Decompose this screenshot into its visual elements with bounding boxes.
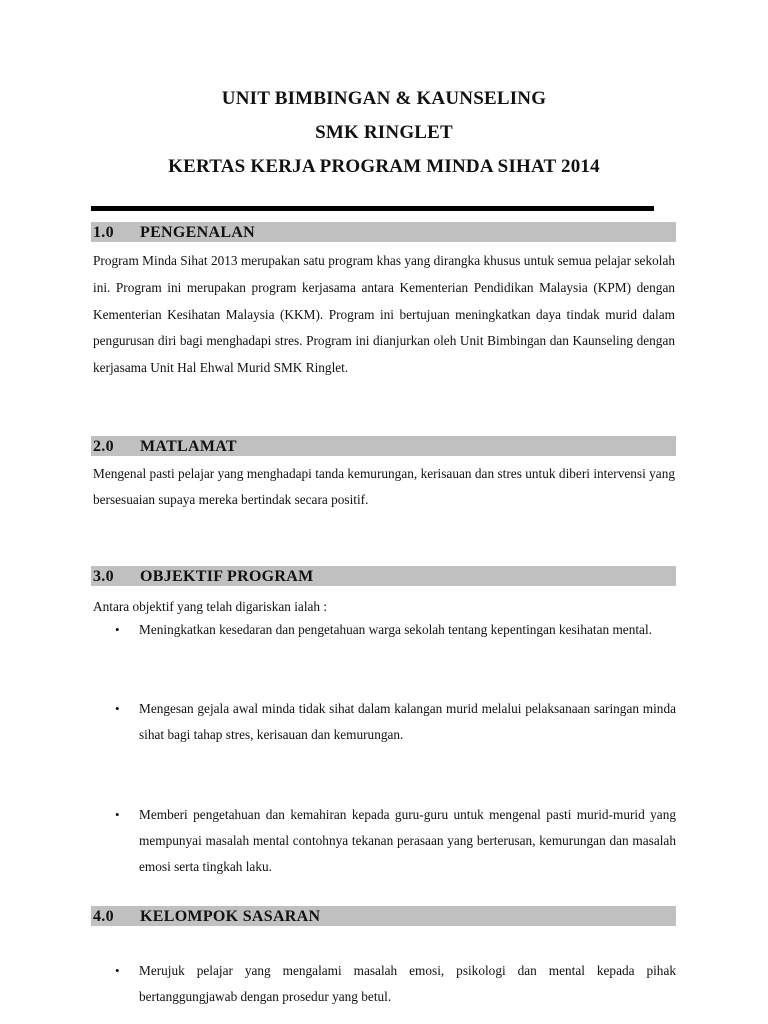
section-heading-objektif: [91, 566, 676, 586]
list-item-text: Merujuk pelajar yang mengalami masalah emosi, psikologi dan mental kepada pihak bertanggungjawab dengan prosedur yang betul.: [139, 963, 676, 1005]
list-item: [112, 958, 676, 1010]
section-number: 1.0: [93, 224, 114, 241]
section-number: 3.0: [93, 568, 114, 585]
section-heading-matlamat: [91, 436, 676, 456]
unit-title: UNIT BIMBINGAN & KAUNSELING: [221, 88, 547, 109]
header-rule: [91, 206, 654, 211]
list-item: [112, 802, 676, 881]
objektif-intro: Antara objektif yang telah digariskan ialah :: [93, 599, 328, 614]
section-number: 2.0: [93, 438, 114, 455]
section-heading-pengenalan: [91, 222, 676, 242]
list-item: [112, 696, 676, 748]
list-item-text: Meningkatkan kesedaran dan pengetahuan warga sekolah tentang kepentingan kesihatan mental.: [139, 622, 652, 637]
bullet-icon: •: [115, 963, 120, 979]
section-title: OBJEKTIF PROGRAM: [140, 568, 314, 585]
section-title: PENGENALAN: [140, 224, 256, 241]
school-name: SMK RINGLET: [315, 122, 453, 143]
section-title: MATLAMAT: [140, 438, 237, 455]
list-item: [112, 617, 676, 643]
matlamat-paragraph: Mengenal pasti pelajar yang menghadapi tanda kemurungan, kerisauan dan stres untuk diberi intervensi yang bersesuaian supaya mereka bertindak secara positif.: [93, 466, 675, 507]
section-number: 4.0: [93, 908, 114, 925]
section-title: KELOMPOK SASARAN: [140, 908, 321, 925]
pengenalan-paragraph: Program Minda Sihat 2013 merupakan satu program khas yang dirangka khusus untuk semua pelajar sekolah ini. Program ini merupakan program kerjasama antara Kementerian Pendidikan Malaysia (KPM) dengan Kementerian Kesihatan Malaysia (KKM). Program ini bertujuan meningkatkan daya tindak murid dalam pengurusan diri bagi menghadapi stres. Program ini dianjurkan oleh Unit Bimbingan dan Kaunseling dengan kerjasama Unit Hal Ehwal Murid SMK Ringlet.: [93, 253, 675, 376]
list-item-text: Mengesan gejala awal minda tidak sihat dalam kalangan murid melalui pelaksanaan saringan minda sihat bagi tahap stres, kerisauan dan kemurungan.: [139, 701, 676, 743]
document-title: KERTAS KERJA PROGRAM MINDA SIHAT 2014: [168, 156, 600, 177]
list-item-text: Memberi pengetahuan dan kemahiran kepada guru-guru untuk mengenal pasti murid-murid yang mempunyai masalah mental contohnya tekanan perasaan yang berterusan, kemurungan dan masalah emosi serta tingkah laku.: [139, 806, 676, 875]
bullet-icon: •: [115, 701, 120, 717]
bullet-icon: •: [115, 622, 120, 637]
section-heading-kelompok-sasaran: [91, 906, 676, 926]
bullet-icon: •: [115, 806, 120, 822]
